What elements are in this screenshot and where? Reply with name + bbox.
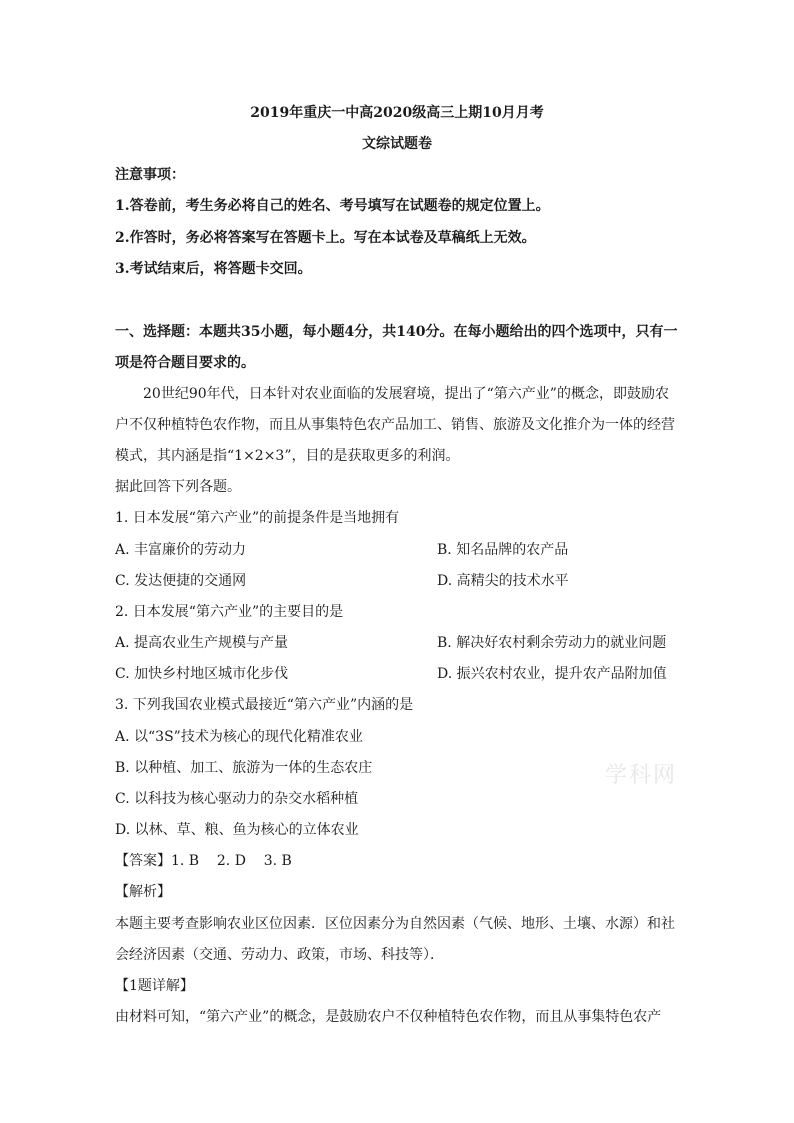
option-b: B. 解决好农村剩余劳动力的就业问题	[437, 635, 667, 651]
question-stem: 2. 日本发展“第六产业”的主要目的是	[115, 604, 344, 620]
option-a: A. 提高农业生产规模与产量	[115, 635, 289, 651]
watermark: 学科网	[605, 763, 678, 788]
option-c: C. 以科技为核心驱动力的杂交水稻种植	[115, 791, 359, 807]
option-c: C. 加快乡村地区城市化步伐	[115, 666, 289, 682]
question-stem: 3. 下列我国农业模式最接近“第六产业”内涵的是	[115, 697, 414, 713]
detail-heading: 【1题详解】	[115, 978, 194, 994]
notice-item: 1.答卷前，考生务必将自己的姓名、考号填写在试题卷的规定位置上。	[115, 198, 550, 214]
analysis-line: 由材料可知，“第六产业”的概念，是鼓励农户不仅种植特色农作物，而且从事集特色农产	[115, 1009, 662, 1025]
answer-line: 【答案】1. B 2. D 3. B	[115, 853, 292, 869]
notice-item: 2.作答时，务必将答案写在答题卡上。写在本试卷及草稿纸上无效。	[115, 230, 536, 246]
passage-prompt: 据此回答下列各题。	[115, 479, 241, 495]
exam-title: 2019年重庆一中高2020级高三上期10月月考	[250, 105, 544, 121]
notice-heading: 注意事项：	[115, 167, 185, 183]
section-heading-cont: 项是符合题目要求的。	[115, 355, 255, 371]
option-a: A. 以“3S”技术为核心的现代化精准农业	[115, 729, 363, 745]
notice-item: 3.考试结束后，将答题卡交回。	[115, 261, 312, 277]
option-d: D. 振兴农村农业，提升农产品附加值	[437, 666, 667, 682]
option-b: B. 知名品牌的农产品	[437, 542, 569, 558]
analysis-heading: 【解析】	[115, 884, 171, 900]
passage-line: 模式，其内涵是指“1×2×3”，目的是获取更多的利润。	[115, 448, 460, 464]
option-b: B. 以种植、加工、旅游为一体的生态农庄	[115, 760, 373, 776]
exam-subtitle: 文综试题卷	[362, 136, 432, 152]
passage-line: 户不仅种植特色农作物，而且从事集特色农产品加工、销售、旅游及文化推介为一体的经营	[115, 417, 675, 433]
option-a: A. 丰富廉价的劳动力	[115, 542, 247, 558]
option-d: D. 以林、草、粮、鱼为核心的立体农业	[115, 822, 359, 838]
option-d: D. 高精尖的技术水平	[437, 573, 569, 589]
section-heading: 一、选择题：本题共35小题，每小题4分，共140分。在每小题给出的四个选项中，只有一	[115, 324, 678, 340]
question-stem: 1. 日本发展“第六产业”的前提条件是当地拥有	[115, 510, 400, 526]
option-c: C. 发达便捷的交通网	[115, 573, 247, 589]
passage-line: 20世纪90年代，日本针对农业面临的发展窘境，提出了“第六产业”的概念，即鼓励农	[143, 386, 669, 402]
analysis-line: 本题主要考查影响农业区位因素．区位因素分为自然因素（气候、地形、土壤、水源）和社	[115, 916, 675, 932]
analysis-line: 会经济因素（交通、劳动力、政策，市场、科技等）．	[115, 947, 444, 963]
